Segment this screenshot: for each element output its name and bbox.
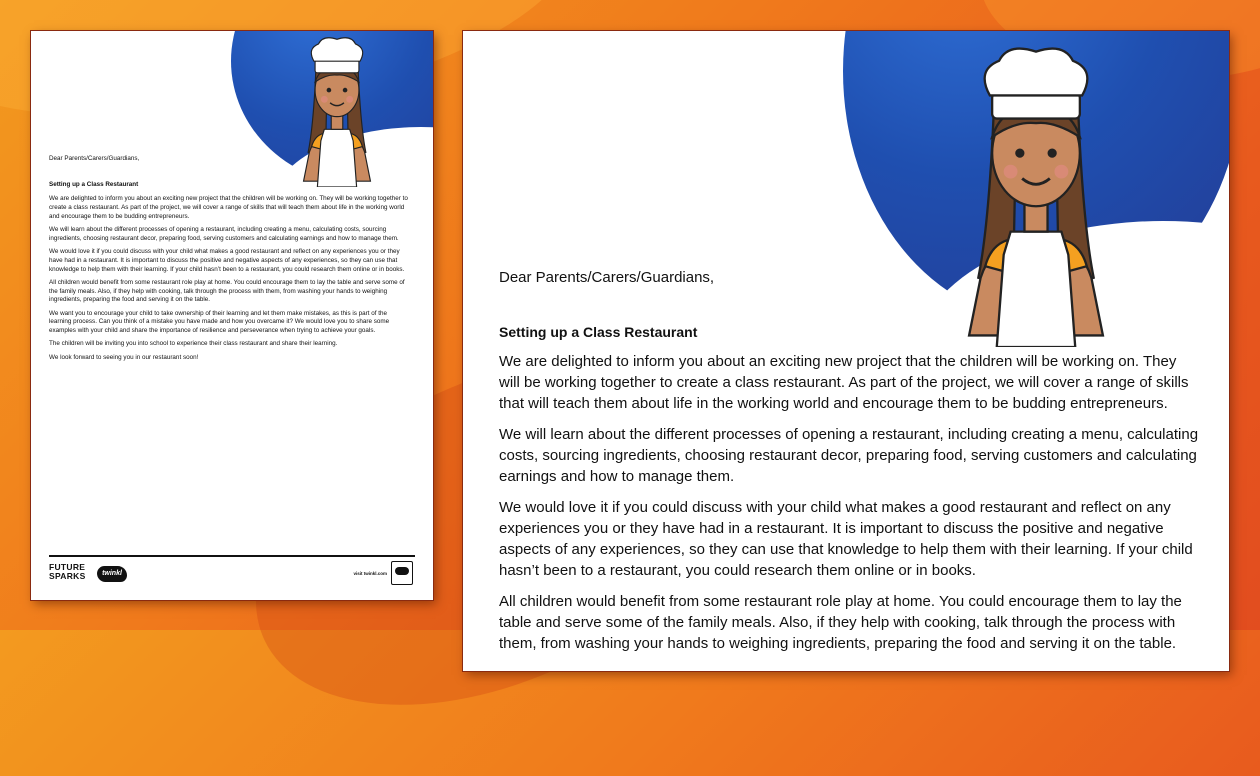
page-footer: [49, 555, 415, 589]
paragraph: The children will be inviting you into school to experience their class restaurant and share their learning.: [49, 340, 338, 348]
letter-heading: Setting up a Class Restaurant: [49, 180, 139, 188]
paragraph: All children would benefit from some restaurant role play at home. You could encourage them to lay the table and serve some of the family meals. Also, if they help with cooking, talk through the process with them, from washing your hands to weighing ingredients, preparing the food and serving it on the table.: [499, 593, 1182, 652]
letter-thumbnail-page: [31, 31, 433, 600]
letter-zoomed-page: [463, 31, 1229, 671]
paragraph: We want you to encourage your child to take ownership of their learning and let them make mistakes, as this is part of the learning process. Can you think of a mistake you have made and how you overcame it? We would love you to share some examples with your child and share the importance of resilience and perseverance when trying to achieve your goals.: [49, 309, 390, 334]
paragraph: We are delighted to inform you about an exciting new project that the children will be working on. They will be working together to create a class restaurant. As part of the project, we will cover a range of skills that will teach them about life in the working world and encourage them to be budding entrepreneurs.: [49, 195, 408, 220]
letter-body-large: [499, 267, 1199, 664]
brand-line: FUTURE: [49, 562, 86, 572]
paragraph: We would love it if you could discuss with your child what makes a good restaurant and reflect on any experiences you or they have had in a restaurant. It is important to discuss the positive and negative aspects of any experiences, so they can use that knowledge to help them with their learning. If your child hasn’t been to a restaurant, you could research them online or in books.: [49, 248, 405, 273]
paragraph: We would love it if you could discuss with your child what makes a good restaurant and reflect on any experiences you or they have had in a restaurant. It is important to discuss the positive and negative aspects of any experiences, so they can use that knowledge to help them with their learning. If your child hasn’t been to a restaurant, you could research them online or in books.: [499, 499, 1193, 579]
letter-body-small: [49, 155, 411, 367]
twinkl-logo: twinkl: [97, 566, 127, 582]
paragraph: All children would benefit from some restaurant role play at home. You could encourage them to lay the table and serve some of the family meals. Also, if they help with cooking, talk through the process with them, from washing your hands to weighing ingredients, preparing the food and serving it on the table.: [49, 278, 405, 304]
greeting: Dear Parents/Carers/Guardians,: [499, 269, 715, 286]
paragraph: We are delighted to inform you about an exciting new project that the children will be working on. They will be working together to create a class restaurant. As part of the project, we will cover a range of skills that will teach them about life in the working world and encourage them to be budding entrepreneurs.: [499, 353, 1189, 412]
letter-heading: Setting up a Class Restaurant: [499, 324, 698, 340]
visit-link: visit twinkl.com: [353, 571, 387, 576]
paragraph: We will learn about the different processes of opening a restaurant, including creating a menu, calculating costs, sourcing ingredients, choosing restaurant decor, preparing food, serving customers and calculating earnings and how to manage them.: [49, 226, 399, 242]
twinkl-badge-icon: [391, 561, 413, 585]
paragraph: We will learn about the different processes of opening a restaurant, including creating a menu, calculating costs, sourcing ingredients, choosing restaurant decor, preparing food, serving customers and calculating earnings and how to manage them.: [499, 426, 1199, 485]
brand-line: SPARKS: [49, 571, 86, 581]
paragraph: We look forward to seeing you in our restaurant soon!: [49, 353, 199, 361]
greeting: Dear Parents/Carers/Guardians,: [49, 155, 140, 162]
future-sparks-logo: [49, 563, 86, 581]
